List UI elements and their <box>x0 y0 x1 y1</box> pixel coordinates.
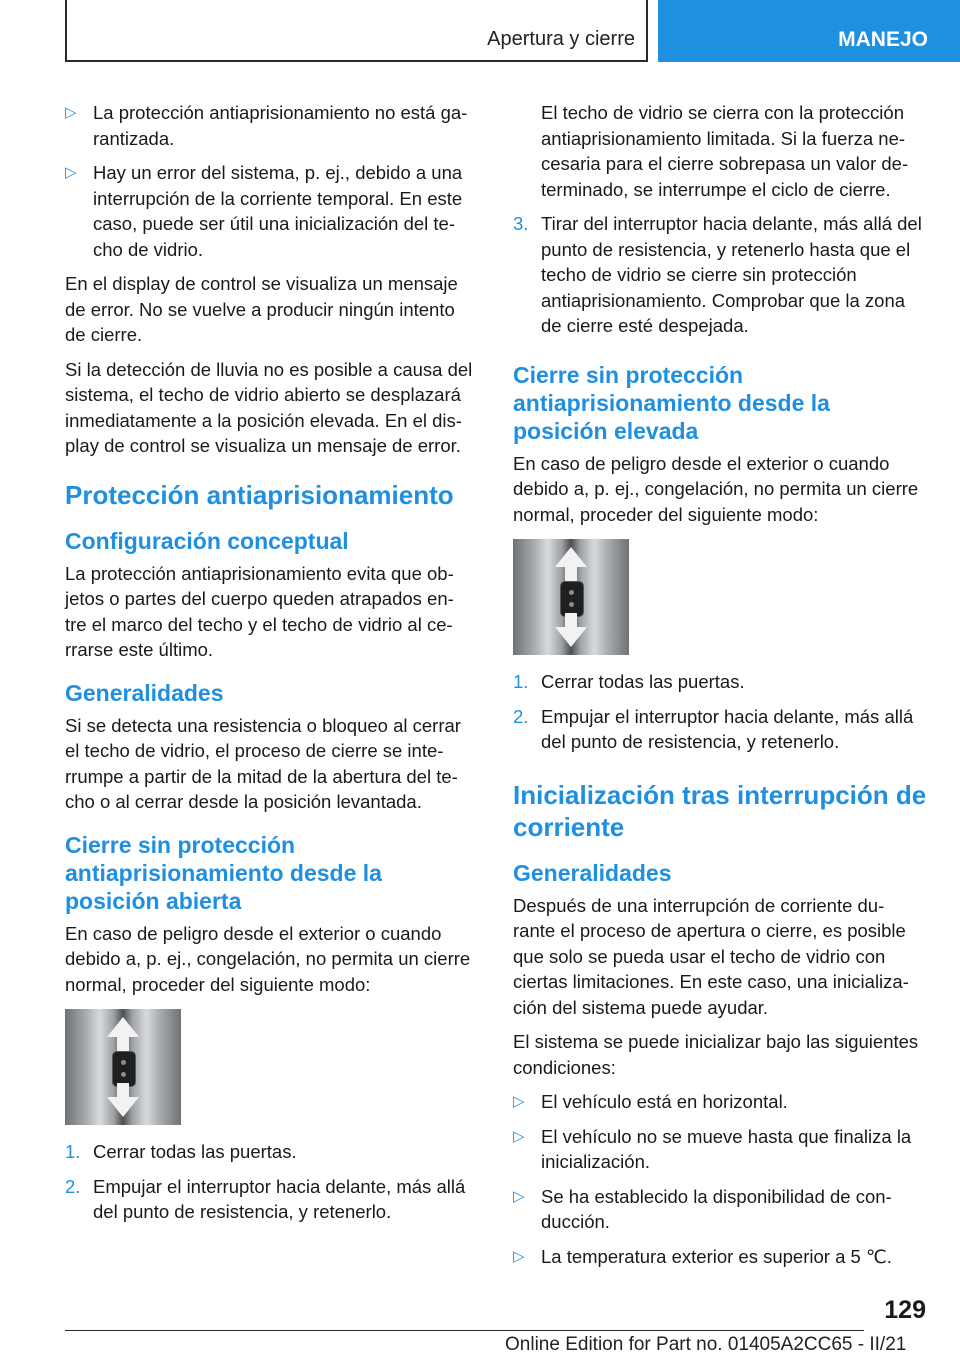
list-item <box>513 704 928 755</box>
switch-illustration <box>65 1009 181 1125</box>
list-item <box>513 1124 928 1175</box>
list-item <box>65 1174 480 1225</box>
subsection-heading: Configuración conceptual <box>65 527 349 554</box>
arrow-up-icon <box>107 1017 139 1037</box>
list-item <box>513 211 928 339</box>
step-text: Empujar el interruptor hacia delante, más allá del punto de resistencia, y retenerlo. <box>93 1175 466 1222</box>
section-heading: Protección antiaprisionamiento <box>65 479 454 510</box>
section-heading: Inicialización tras interrupción de corriente <box>513 779 927 842</box>
step-continuation: El techo de vidrio se cierra con la protección antiaprisionamiento limitada. Si la fuerza ne- cesaria para el cierre sobrepasa un valor de- terminado, se interrumpe el ciclo de cierre. <box>541 102 909 200</box>
bullet-triangle-icon: ▷ <box>513 1127 525 1145</box>
step-text: Empujar el interruptor hacia delante, más allá del punto de resistencia, y retenerlo. <box>541 705 914 752</box>
list-item <box>65 160 480 262</box>
paragraph: Después de una interrupción de corriente du- rante el proceso de apertura o cierre, es posible que solo se pueda usar el techo de vidrio con ciertas limitaciones. En este caso, una inicializa- ción del sistema puede ayudar. <box>513 894 909 1018</box>
subsection-heading: Cierre sin protección antiaprisionamiento desde la posición elevada <box>513 361 830 444</box>
arrow-up-icon <box>555 547 587 567</box>
list-item-text: Hay un error del sistema, p. ej., debido a una interrupción de la corriente temporal. En este caso, puede ser útil una inicialización del te- cho de vidrio. <box>93 162 463 260</box>
paragraph: En caso de peligro desde el exterior o cuando debido a, p. ej., congelación, no permita un cierre normal, proceder del siguiente modo: <box>65 922 471 995</box>
arrow-down-icon <box>555 627 587 647</box>
paragraph: La protección antiaprisionamiento evita que ob- jetos o partes del cuerpo queden atrapados en- tre el marco del techo y el techo de vidrio al ce- rrarse este último. <box>65 562 454 660</box>
header-section-title: Apertura y cierre <box>487 28 635 50</box>
list-item-text: Se ha establecido la disponibilidad de con- ducción. <box>541 1185 892 1232</box>
list-item-text: La temperatura exterior es superior a 5 ℃. <box>541 1245 892 1267</box>
list-item <box>513 1184 928 1235</box>
list-item-text: El vehículo está en horizontal. <box>541 1091 788 1112</box>
right-column <box>513 100 928 1278</box>
roof-switch-icon <box>112 1051 136 1087</box>
bullet-triangle-icon: ▷ <box>65 164 77 181</box>
subsection-heading: Generalidades <box>65 679 224 706</box>
subsection-heading: Cierre sin protección antiaprisionamiento desde la posición abierta <box>65 831 382 914</box>
list-item-text: El vehículo no se mueve hasta que finaliza la inicialización. <box>541 1125 912 1172</box>
step-text: Cerrar todas las puertas. <box>541 671 745 692</box>
footer-divider <box>65 1330 864 1331</box>
bullet-triangle-icon: ▷ <box>513 1187 525 1205</box>
list-item <box>513 1244 928 1270</box>
paragraph: En el display de control se visualiza un mensaje de error. No se vuelve a producir ningún intento de cierre. <box>65 273 458 345</box>
list-item <box>65 100 480 151</box>
arrow-down-icon <box>107 1097 139 1117</box>
bullet-triangle-icon: ▷ <box>65 104 77 121</box>
bullet-triangle-icon: ▷ <box>513 1093 525 1110</box>
footer-edition: Online Edition for Part no. 01405A2CC65 - II/21 <box>505 1334 907 1355</box>
list-item <box>65 1139 480 1165</box>
step-number: 1. <box>65 1141 81 1162</box>
step-text: Cerrar todas las puertas. <box>93 1141 297 1162</box>
list-item <box>513 1089 928 1115</box>
header-chapter-tab: MANEJO <box>658 0 960 62</box>
step-number: 2. <box>513 705 529 727</box>
roof-switch-icon <box>560 581 584 617</box>
left-column <box>65 100 480 1234</box>
list-item <box>513 669 928 695</box>
subsection-heading: Generalidades <box>513 859 672 886</box>
step-number: 3. <box>513 213 529 234</box>
paragraph: Si se detecta una resistencia o bloqueo al cerrar el techo de vidrio, el proceso de cierre se inte- rrumpe a partir de la mitad de la abertura del te- cho o al cerrar desde la posición levantada. <box>65 714 461 812</box>
page-number: 129 <box>884 1296 926 1324</box>
list-item-text: La protección antiaprisionamiento no está ga- rantizada. <box>93 102 468 149</box>
paragraph: El sistema se puede inicializar bajo las siguientes condiciones: <box>513 1031 919 1078</box>
paragraph: Si la detección de lluvia no es posible a causa del sistema, el techo de vidrio abierto se desplazará inmediatamente a la posición elevada. En el dis- play de control se visualiza un mensaje de error. <box>65 358 473 456</box>
bullet-triangle-icon: ▷ <box>513 1247 525 1265</box>
step-text: Tirar del interruptor hacia delante, más allá del punto de resistencia, y retenerlo hasta que el techo de vidrio se cierre sin protección antiaprisionamiento. Comprobar que la zona de cierre esté despejada. <box>541 213 922 336</box>
paragraph: En caso de peligro desde el exterior o cuando debido a, p. ej., congelación, no permita un cierre normal, proceder del siguiente modo: <box>513 452 919 525</box>
switch-illustration <box>513 539 629 655</box>
step-number: 2. <box>65 1175 81 1197</box>
step-number: 1. <box>513 671 529 692</box>
